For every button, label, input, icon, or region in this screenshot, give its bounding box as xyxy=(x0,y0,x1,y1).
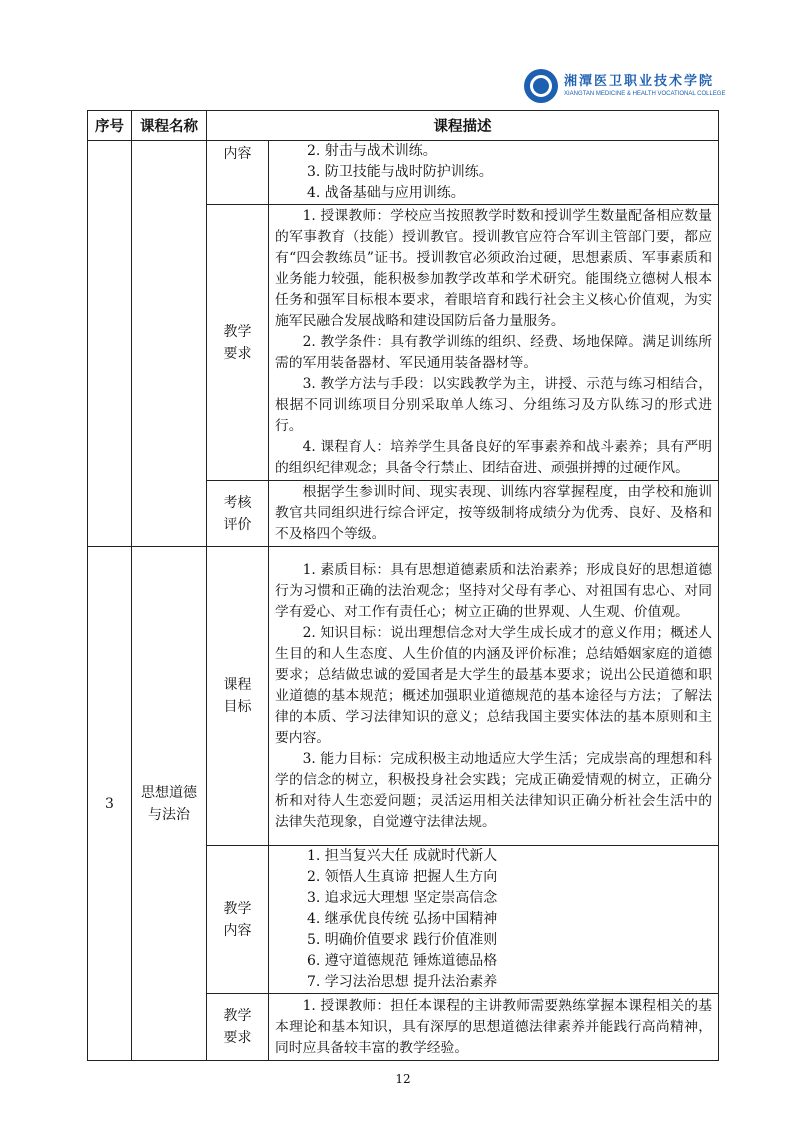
paragraph: 1. 授课教师：担任本课程的主讲教师需要熟练掌握本课程相关的基本理论和基本知识，具有深厚的思想道德法律素养并能践行高尚精神，同时应具备较丰富的教学经验。 xyxy=(275,997,712,1056)
header-row xyxy=(88,111,719,141)
seq-cell-empty xyxy=(88,141,132,547)
list-item: 6. 遵守道德规范 锤炼道德品格 xyxy=(307,953,498,969)
logo-text-cn: 湘潭医卫职业技术学院 xyxy=(564,74,715,89)
label-course-goals xyxy=(207,547,269,846)
assessment-text xyxy=(269,481,719,547)
seq-cell: 3 xyxy=(88,547,132,1061)
paragraph: 3. 能力目标：完成积极主动地适应大学生活；完成崇高的理想和科学的信念的树立，积极投身社会实践；完成正确爱情观的树立，正确分析和对待人生恋爱问题；灵活运用相关法律知识正确分析社会生活中的法律失范现象，自觉遵守法律法规。 xyxy=(275,750,712,830)
label-teaching-content xyxy=(207,846,269,994)
name-cell-empty xyxy=(132,141,207,547)
table-row xyxy=(88,547,719,846)
logo-text-en: XIANGTAN MEDICINE & HEALTH VOCATIONAL COLLEGE xyxy=(564,91,726,97)
list-item: 4. 继承优良传统 弘扬中国精神 xyxy=(307,911,498,927)
paragraph: 1. 素质目标：具有思想道德素质和法治素养；形成良好的思想道德行为习惯和正确的法治观念；坚持对父母有孝心、对祖国有忠心、对同学有爱心、对工作有责任心；树立正确的世界观、人生观、价值观。 xyxy=(275,561,712,620)
label-content: 内容 xyxy=(207,141,269,205)
list-item: 2. 领悟人生真谛 把握人生方向 xyxy=(307,869,498,885)
list-item: 3. 防卫技能与战时防护训练。 xyxy=(307,164,493,180)
paragraph: 2. 教学条件：具有教学训练的组织、经费、场地保障。满足训练所需的军用装备器材、军民通用装备器材等。 xyxy=(275,334,712,371)
label-assessment xyxy=(207,481,269,547)
list-item: 4. 战备基础与应用训练。 xyxy=(307,185,465,201)
course-name: 思想道德与法治 xyxy=(140,784,197,823)
label-text: 教学内容 xyxy=(223,900,252,939)
list-item: 5. 明确价值要求 践行价值准则 xyxy=(307,932,498,948)
content-list xyxy=(269,141,719,205)
course-goals-text xyxy=(269,547,719,846)
label-text: 教学要求 xyxy=(223,323,252,362)
label-text: 考核评价 xyxy=(223,494,252,533)
teaching-req-text xyxy=(269,205,719,481)
paragraph: 1. 授课教师：学校应当按照教学时数和授训学生数量配备相应数量的军事教育（技能）授训教官。授训教官应符合军训主管部门要，都应有“四会教练员”证书。授训教官必须政治过硬，思想素质、军事素质和业务能力较强，能积极参加教学改革和学术研究。能围绕立德树人根本任务和强军目标根本要求，着眼培育和践行社会主义核心价值观，为实施军民融合发展战略和建设国防后备力量服务。 xyxy=(275,208,712,329)
label-teaching-req-2 xyxy=(207,994,269,1061)
label-text: 教学要求 xyxy=(223,1008,252,1046)
paragraph: 2. 知识目标：说出理想信念对大学生成长成才的意义作用；概述人生目的和人生态度、人生价值的内涵及评价标准；总结婚姻家庭的道德要求；总结做忠诚的爱国者是大学生的最基本要求；说出公民道德和职业道德的基本规范；概述加强职业道德规范的基本途径与方法；了解法律的本质、学习法律知识的意义；总结我国主要实体法的基本原则和主要内容。 xyxy=(275,624,712,746)
list-item: 2. 射击与战术训练。 xyxy=(307,143,437,159)
paragraph: 3. 教学方法与手段：以实践教学为主，讲授、示范与练习相结合，根据不同训练项目分别采取单人练习、分组练习及方队练习的形式进行。 xyxy=(275,376,712,434)
paragraph: 根据学生参训时间、现实表现、训练内容掌握程度，由学校和施训教官共同组织进行综合评定，按等级制将成绩分为优秀、良好、及格和不及格四个等级。 xyxy=(275,484,712,542)
table-row xyxy=(88,141,719,205)
label-text: 课程目标 xyxy=(223,677,252,715)
label-teaching-req xyxy=(207,205,269,481)
paragraph: 4. 课程育人：培养学生具备良好的军事素养和战斗素养；具有严明的组织纪律观念；具备令行禁止、团结奋进、顽强拼搏的过硬作风。 xyxy=(275,439,712,476)
list-item: 7. 学习法治思想 提升法治素养 xyxy=(307,974,498,990)
list-item: 1. 担当复兴大任 成就时代新人 xyxy=(307,848,498,864)
page-number: 12 xyxy=(395,1072,411,1086)
header-seq: 序号 xyxy=(88,111,132,141)
course-name-cell xyxy=(132,547,207,1061)
header-course-desc: 课程描述 xyxy=(207,111,719,141)
list-item: 3. 追求远大理想 坚定崇高信念 xyxy=(307,890,498,906)
course-table xyxy=(87,110,719,1061)
header-course-name: 课程名称 xyxy=(132,111,207,141)
teaching-content-list xyxy=(269,846,719,994)
teaching-req-text-2 xyxy=(269,994,719,1061)
